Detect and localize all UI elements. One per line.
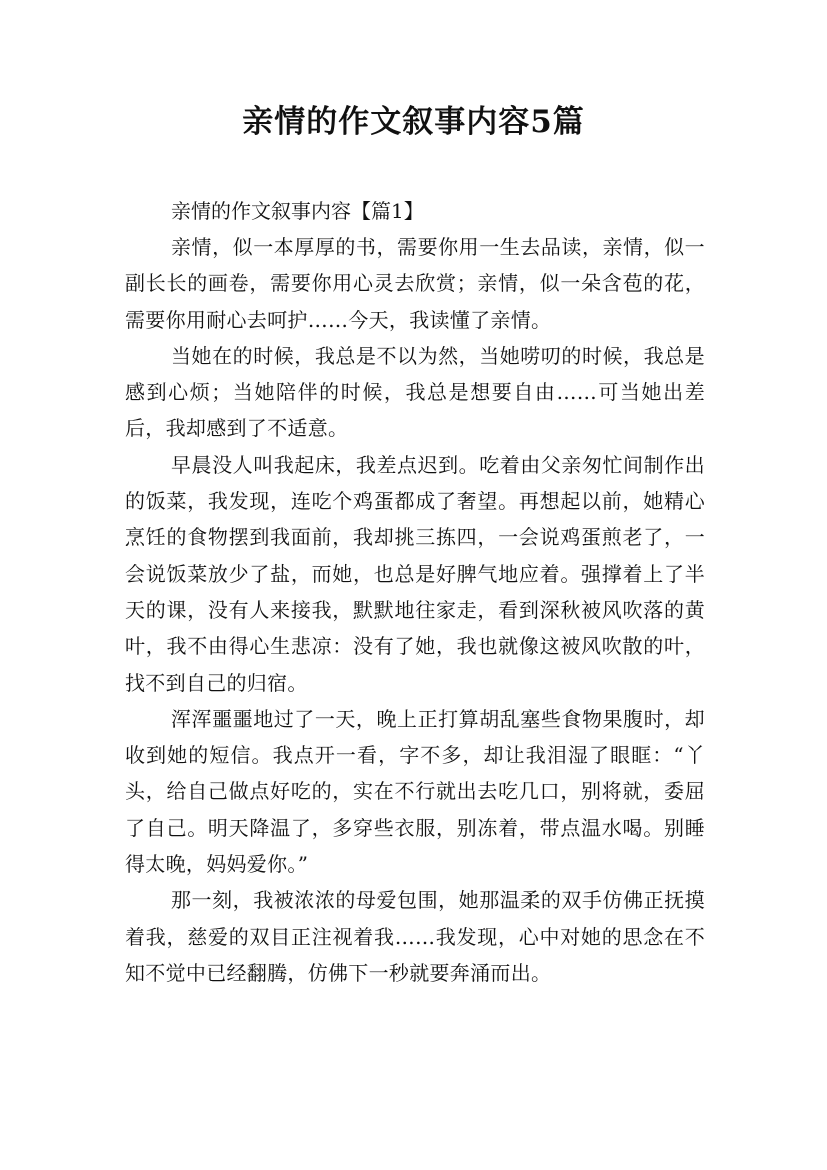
paragraph-3: 早晨没人叫我起床，我差点迟到。吃着由父亲匆忙间制作出的饭菜，我发现，连吃个鸡蛋都成了奢望。再想起以前，她精心烹饪的食物摆到我面前，我却挑三拣四，一会说鸡蛋煎老了，一会说饭菜放少了盐，而她，也总是好脾气地应着。强撑着上了半天的课，没有人来接我，默默地往家走，看到深秋被风吹落的黄叶，我不由得心生悲凉：没有了她，我也就像这被风吹散的叶，找不到自己的归宿。 bbox=[125, 452, 705, 695]
section-heading: 亲情的作文叙事内容【篇1】 bbox=[171, 199, 424, 223]
paragraph-2: 当她在的时候，我总是不以为然，当她唠叨的时候，我总是感到心烦；当她陪伴的时候，我总是想要自由……可当她出差后，我却感到了不适意。 bbox=[125, 343, 705, 441]
paragraph-4: 浑浑噩噩地过了一天，晚上正打算胡乱塞些食物果腹时，却收到她的短信。我点开一看，字不多，却让我泪湿了眼眶：“丫头，给自己做点好吃的，实在不行就出去吃几口，别将就，委屈了自己。明天降温了，多穿些衣服，别冻着，带点温水喝。别睡得太晚，妈妈爱你。” bbox=[125, 706, 705, 877]
document-title: 亲情的作文叙事内容5篇 bbox=[242, 104, 585, 140]
paragraph-1: 亲情，似一本厚厚的书，需要你用一生去品读，亲情，似一副长长的画卷，需要你用心灵去欣赏；亲情，似一朵含苞的花，需要你用耐心去呵护……今天，我读懂了亲情。 bbox=[125, 235, 705, 332]
paragraph-5: 那一刻，我被浓浓的母爱包围，她那温柔的双手仿佛正抚摸着我，慈爱的双目正注视着我……我发现，心中对她的思念在不知不觉中已经翻腾，仿佛下一秒就要奔涌而出。 bbox=[125, 888, 705, 985]
document-body bbox=[125, 193, 705, 991]
